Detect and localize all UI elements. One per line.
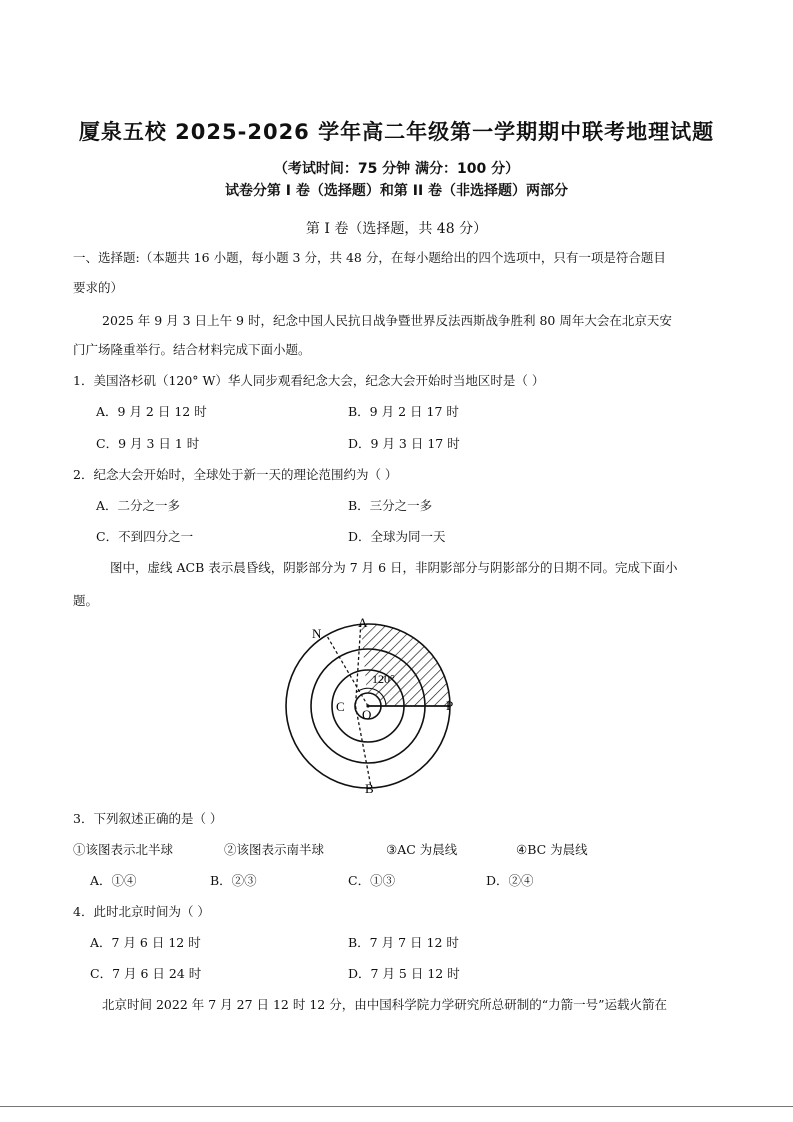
material1-line1: 2025 年 9 月 3 日上午 9 时，纪念中国人民抗日战争暨世界反法西斯战争胜利 80 周年大会在北京天安 [102,313,672,328]
q4-option-d: D．7 月 5 日 12 时 [348,966,460,981]
label-o: O [362,707,372,722]
q4-option-c: C．7 月 6 日 24 时 [90,966,202,981]
shaded-sector [361,624,450,706]
material3-line1: 北京时间 2022 年 7 月 27 日 12 时 12 分，由中国科学院力学研究所总研制的“力箭一号”运载火箭在 [102,997,667,1012]
q1-option-a: A．9 月 2 日 12 时 [96,404,207,419]
q4-stem: 4．此时北京时间为（ ） [73,904,210,919]
section-title: 第 I 卷（选择题，共 48 分） [305,221,488,237]
q2-option-b: B．三分之一多 [348,498,433,513]
terminator-ac [356,624,361,706]
q3-option-d: D．②④ [486,873,534,888]
label-p: P [446,698,454,713]
q4-option-b: B．7 月 7 日 12 时 [348,935,459,950]
q3-statement-1: ①该图表示北半球 [73,842,174,857]
q3-statement-2: ②该图表示南半球 [224,842,325,857]
polar-diagram [280,612,460,797]
q3-stem: 3．下列叙述正确的是（ ） [73,811,223,826]
exam-info: （考试时间：75 分钟 满分：100 分） [273,161,520,177]
label-angle: 120° [372,672,395,686]
exam-title: 厦泉五校 2025-2026 学年高二年级第一学期期中联考地理试题 [78,120,715,144]
q3-option-c: C．①③ [348,873,396,888]
q3-statement-3: ③AC 为晨线 [386,842,458,857]
page-bottom-rule [0,1106,793,1107]
section-instruction-line2: 要求的） [73,280,124,295]
q4-option-a: A．7 月 6 日 12 时 [90,935,201,950]
material2-line1: 图中，虚线 ACB 表示晨昏线，阴影部分为 7 月 6 日，非阴影部分与阴影部分的日期不同。完成下面小 [110,560,678,575]
paper-parts: 试卷分第 I 卷（选择题）和第 II 卷（非选择题）两部分 [224,183,569,199]
q1-option-d: D．9 月 3 日 17 时 [348,436,460,451]
label-c: C [336,699,345,714]
q1-option-c: C．9 月 3 日 1 时 [96,436,200,451]
q1-option-b: B．9 月 2 日 17 时 [348,404,459,419]
q1-stem: 1．美国洛杉矶（120° W）华人同步观看纪念大会，纪念大会开始时当地区时是（ ） [73,373,545,388]
material2-line2: 题。 [73,593,99,608]
q3-statement-4: ④BC 为晨线 [516,842,588,857]
q2-stem: 2．纪念大会开始时，全球处于新一天的理论范围约为（ ） [73,467,398,482]
label-a: A [358,615,368,630]
section-instruction-line1: 一、选择题:（本题共 16 小题，每小题 3 分，共 48 分，在每小题给出的四个选项中，只有一项是符合题目 [73,250,666,265]
q3-option-a: A．①④ [90,873,137,888]
q2-option-c: C．不到四分之一 [96,529,194,544]
q3-option-b: B．②③ [210,873,257,888]
q2-option-d: D．全球为同一天 [348,529,446,544]
q2-option-a: A．二分之一多 [96,498,181,513]
material1-line2: 门广场隆重举行。结合材料完成下面小题。 [73,342,311,357]
label-n: N [312,626,322,641]
label-b: B [365,781,374,796]
